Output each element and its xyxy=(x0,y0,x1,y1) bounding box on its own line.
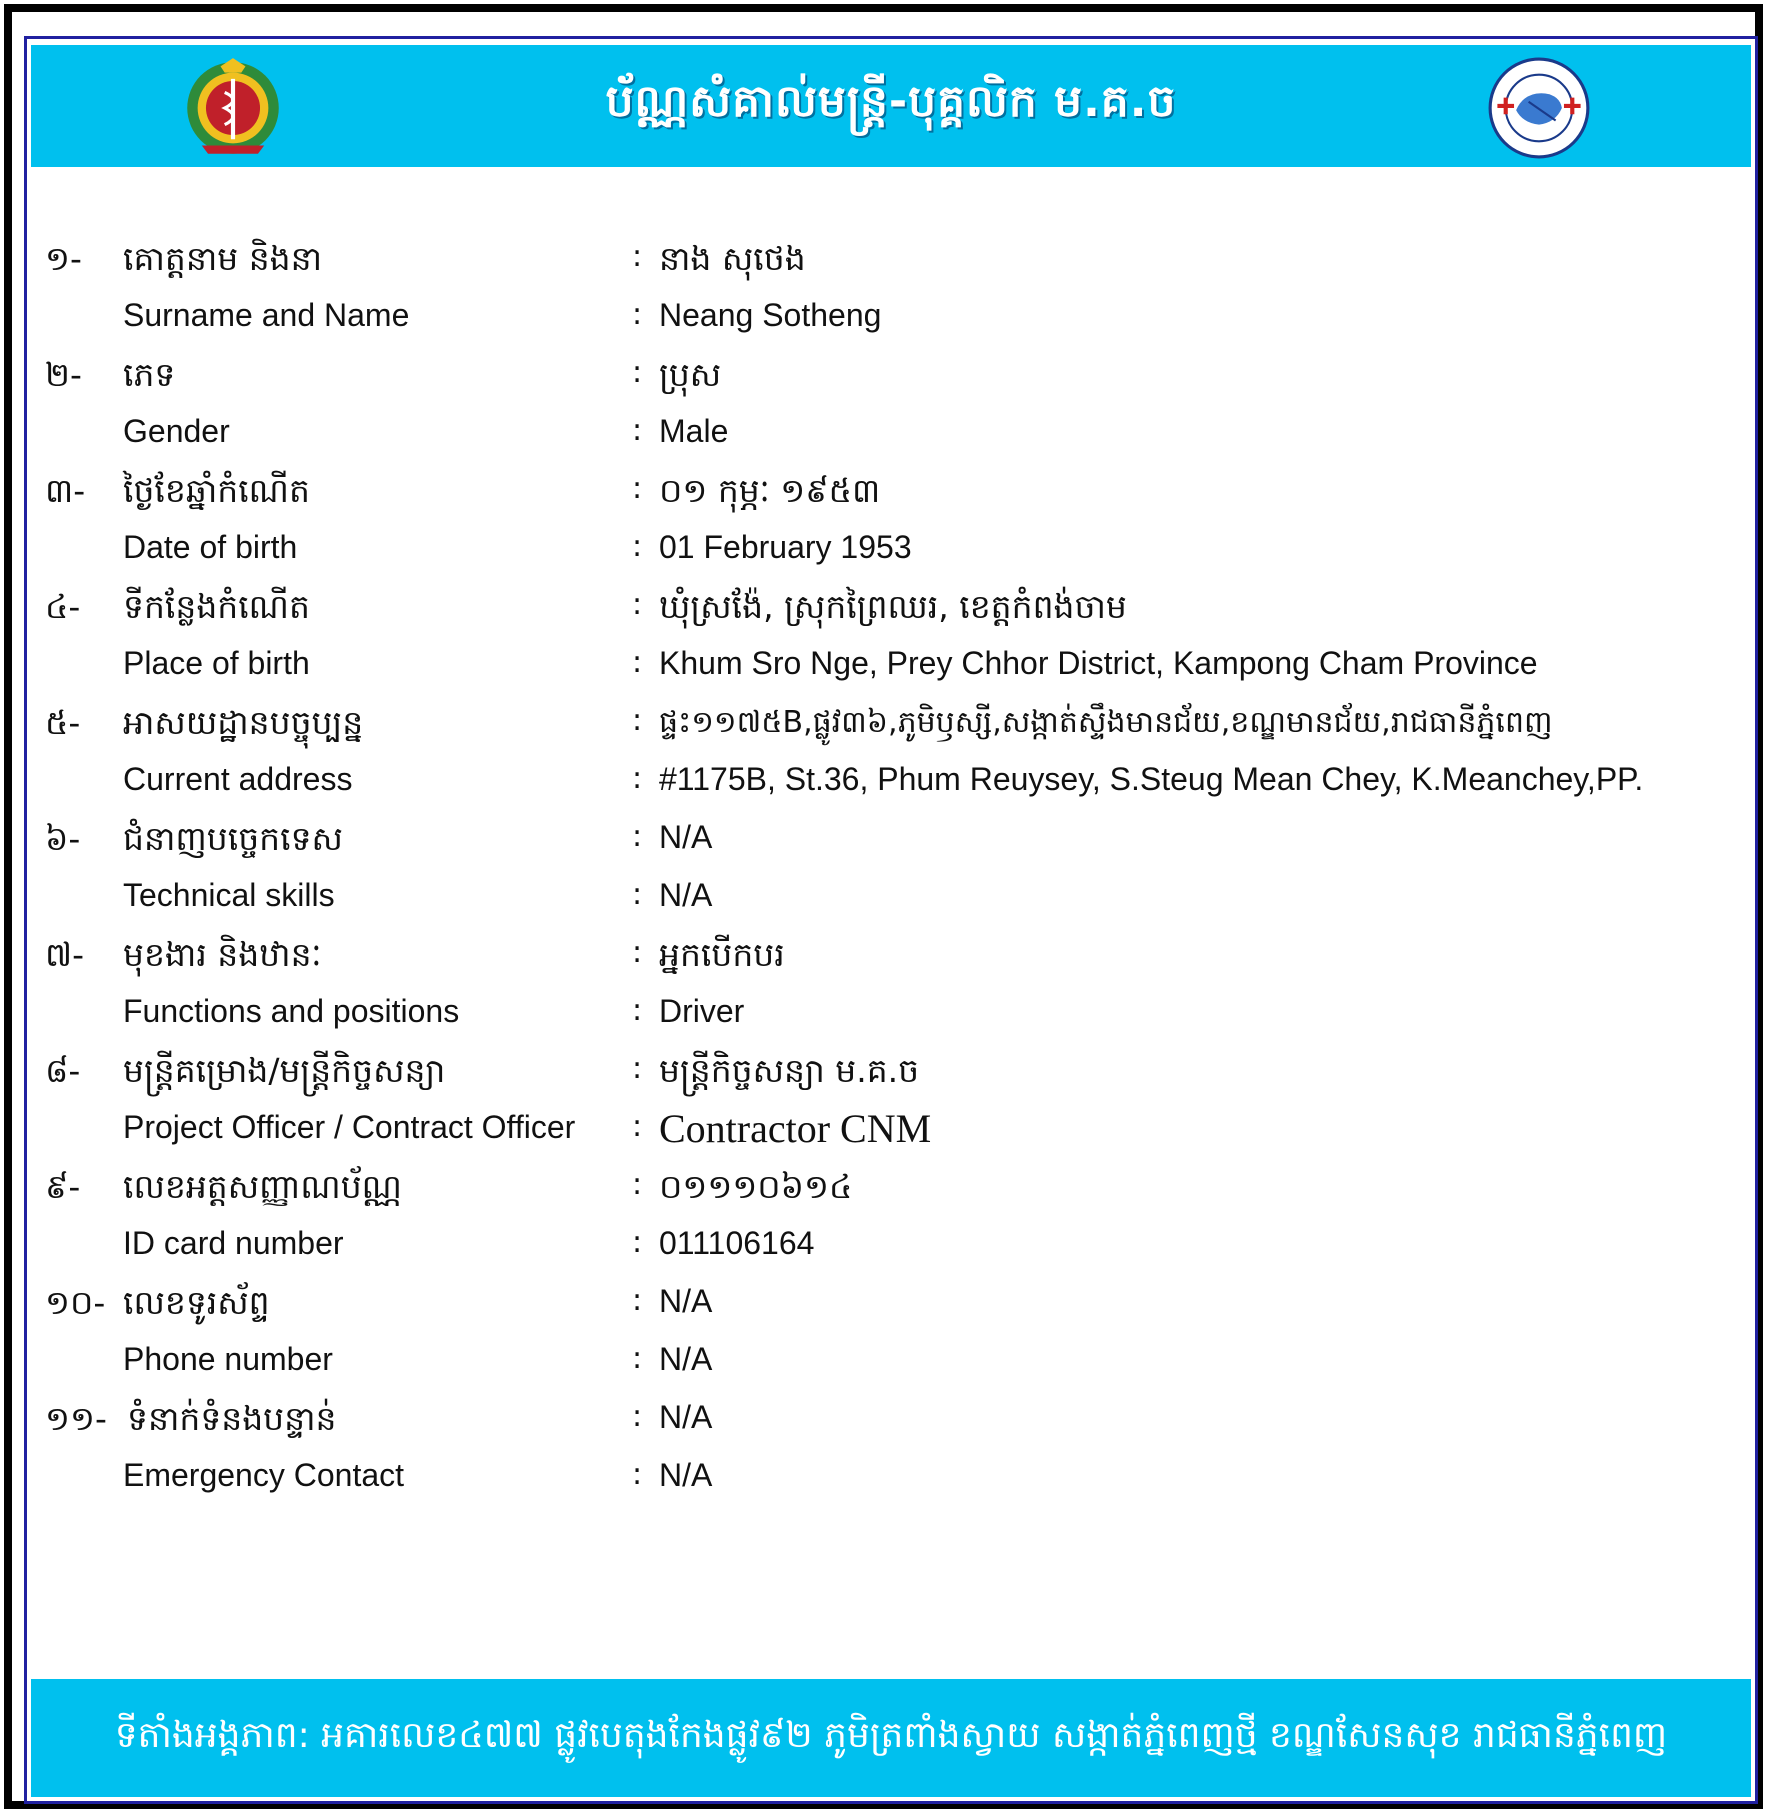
row-en-6 xyxy=(27,877,1755,939)
colon-separator: : xyxy=(632,935,643,970)
field-value-en: Neang Sotheng xyxy=(659,297,882,333)
row-km-5 xyxy=(27,703,1755,765)
field-label-en: Date of birth xyxy=(123,529,298,565)
field-value-km: N/A xyxy=(659,819,713,855)
row-km-4 xyxy=(27,587,1755,649)
field-label-km: មុខងារ និងឋានៈ xyxy=(123,935,322,974)
row-en-4 xyxy=(27,645,1755,707)
row-number: ១- xyxy=(45,239,82,278)
colon-separator: : xyxy=(632,761,643,796)
field-label-km: ភេទ xyxy=(123,355,176,394)
row-km-11 xyxy=(27,1399,1755,1461)
field-value-km: ០១ កុម្ភៈ ១៩៥៣ xyxy=(659,471,881,510)
document-outer-frame xyxy=(4,4,1763,1809)
colon-separator: : xyxy=(632,1225,643,1260)
row-en-5 xyxy=(27,761,1755,823)
field-label-km: ទំនាក់ទំនងបន្ទាន់ xyxy=(127,1399,337,1438)
colon-separator: : xyxy=(632,645,643,680)
field-value-km: អ្នកបើកបរ xyxy=(659,935,785,974)
colon-separator: : xyxy=(632,1283,643,1318)
colon-separator: : xyxy=(632,1399,643,1434)
field-label-km: អាសយដ្ឋានបច្ចុប្បន្ន xyxy=(123,703,364,742)
header-title: ប័ណ្ណសំគាល់មន្ត្រី-បុគ្គលិក ម.គ.ច xyxy=(605,76,1177,127)
colon-separator: : xyxy=(632,587,643,622)
row-km-3 xyxy=(27,471,1755,533)
colon-separator: : xyxy=(632,355,643,390)
field-label-en: Technical skills xyxy=(123,877,335,913)
field-label-en: Gender xyxy=(123,413,230,449)
row-number: ៣- xyxy=(45,471,86,510)
row-km-1 xyxy=(27,239,1755,301)
field-label-km: ជំនាញបច្ចេកទេស xyxy=(123,819,343,858)
field-value-en: Driver xyxy=(659,993,745,1029)
row-number: ២- xyxy=(45,355,82,394)
row-number: ៩- xyxy=(45,1167,81,1206)
field-value-km: ០១១១០៦១៤ xyxy=(659,1167,853,1206)
row-km-9 xyxy=(27,1167,1755,1229)
field-label-en: Place of birth xyxy=(123,645,310,681)
colon-separator: : xyxy=(632,297,643,332)
field-label-km: មន្ត្រីគម្រោង/មន្ត្រីកិច្ចសន្យា xyxy=(123,1051,446,1090)
footer-address: ទីតាំងអង្គភាព: អគារលេខ៤៧៧ ផ្លូវបេតុងកែងផ្លូវ៩២ ភូមិត្រពាំងស្វាយ សង្កាត់ភ្នំពេញថ្មី ខណ្ឌសែនសុខ រាជធានីភ្នំពេញ xyxy=(114,1714,1668,1756)
field-value-en: #1175B, St.36, Phum Reuysey, S.Steug Mean Chey, K.Meanchey,PP. xyxy=(659,761,1644,797)
field-label-km: ទីកន្លែងកំណើត xyxy=(123,587,310,626)
cnm-emblem-icon xyxy=(1487,56,1591,160)
row-en-7 xyxy=(27,993,1755,1055)
colon-separator: : xyxy=(632,239,643,274)
ministry-emblem-icon xyxy=(181,56,285,160)
field-label-en: Surname and Name xyxy=(123,297,410,333)
row-number: ១១- xyxy=(45,1399,107,1438)
field-label-km: គោត្តនាម និងនា xyxy=(123,239,323,278)
colon-separator: : xyxy=(632,819,643,854)
row-number: ៦- xyxy=(45,819,81,858)
field-value-en: 011106164 xyxy=(659,1225,815,1261)
document-inner-frame xyxy=(24,36,1758,1804)
row-en-1 xyxy=(27,297,1755,359)
field-value-km: ផ្ទះ១១៧៥B,ផ្លូវ៣៦,ភូមិឫស្សី,សង្កាត់ស្ទឹងមានជ័យ,ខណ្ឌមានជ័យ,រាជធានីភ្នំពេញ xyxy=(659,705,1553,740)
colon-separator: : xyxy=(632,1167,643,1202)
footer-banner xyxy=(31,1679,1751,1797)
row-en-8 xyxy=(27,1106,1755,1171)
field-value-en: N/A xyxy=(659,877,713,913)
field-value-km: N/A xyxy=(659,1283,713,1319)
colon-separator: : xyxy=(632,1457,643,1492)
colon-separator: : xyxy=(632,877,643,912)
row-km-7 xyxy=(27,935,1755,997)
colon-separator: : xyxy=(632,993,643,1028)
field-label-km: ថ្ងៃខែឆ្នាំកំណើត xyxy=(123,471,310,510)
colon-separator: : xyxy=(632,1341,643,1376)
field-value-km: ឃុំស្រង៉ែ, ស្រុកព្រៃឈរ, ខេត្តកំពង់ចាម xyxy=(659,587,1127,626)
row-km-2 xyxy=(27,355,1755,417)
field-label-km: លេខអត្តសញ្ញាណប័ណ្ណ xyxy=(123,1167,402,1206)
field-label-en: Functions and positions xyxy=(123,993,460,1029)
colon-separator: : xyxy=(632,703,643,738)
row-km-8 xyxy=(27,1051,1755,1113)
row-km-10 xyxy=(27,1283,1755,1345)
row-en-10 xyxy=(27,1341,1755,1403)
row-en-3 xyxy=(27,529,1755,591)
row-number: ១០- xyxy=(45,1283,106,1322)
colon-separator: : xyxy=(632,1109,643,1144)
field-label-en: Emergency Contact xyxy=(123,1457,405,1493)
field-value-km: ប្រុស xyxy=(659,355,722,394)
row-en-2 xyxy=(27,413,1755,475)
field-label-en: Current address xyxy=(123,761,353,797)
field-value-en: Contractor CNM xyxy=(659,1106,932,1151)
field-value-km: មន្ត្រីកិច្ចសន្យា ម.គ.ច xyxy=(659,1051,920,1090)
header-banner xyxy=(31,45,1751,167)
field-value-en: 01 February 1953 xyxy=(659,529,912,565)
row-km-6 xyxy=(27,819,1755,881)
field-value-km: នាង សុថេង xyxy=(659,239,806,278)
field-label-en: Project Officer / Contract Officer xyxy=(123,1109,576,1145)
row-number: ៥- xyxy=(45,703,81,742)
colon-separator: : xyxy=(632,413,643,448)
row-number: ៧- xyxy=(45,935,84,974)
row-number: ៨- xyxy=(45,1051,81,1090)
row-number: ៤- xyxy=(45,587,81,626)
field-value-en: Male xyxy=(659,413,729,449)
row-en-9 xyxy=(27,1225,1755,1287)
field-label-en: Phone number xyxy=(123,1341,333,1377)
colon-separator: : xyxy=(632,471,643,506)
row-en-11 xyxy=(27,1457,1755,1519)
colon-separator: : xyxy=(632,1051,643,1086)
field-value-en: N/A xyxy=(659,1341,713,1377)
field-value-en: Khum Sro Nge, Prey Chhor District, Kampong Cham Province xyxy=(659,645,1538,681)
field-value-km: N/A xyxy=(659,1399,713,1435)
field-label-km: លេខទូរស័ព្ទ xyxy=(123,1283,270,1322)
colon-separator: : xyxy=(632,529,643,564)
field-value-en: N/A xyxy=(659,1457,713,1493)
field-label-en: ID card number xyxy=(123,1225,344,1261)
